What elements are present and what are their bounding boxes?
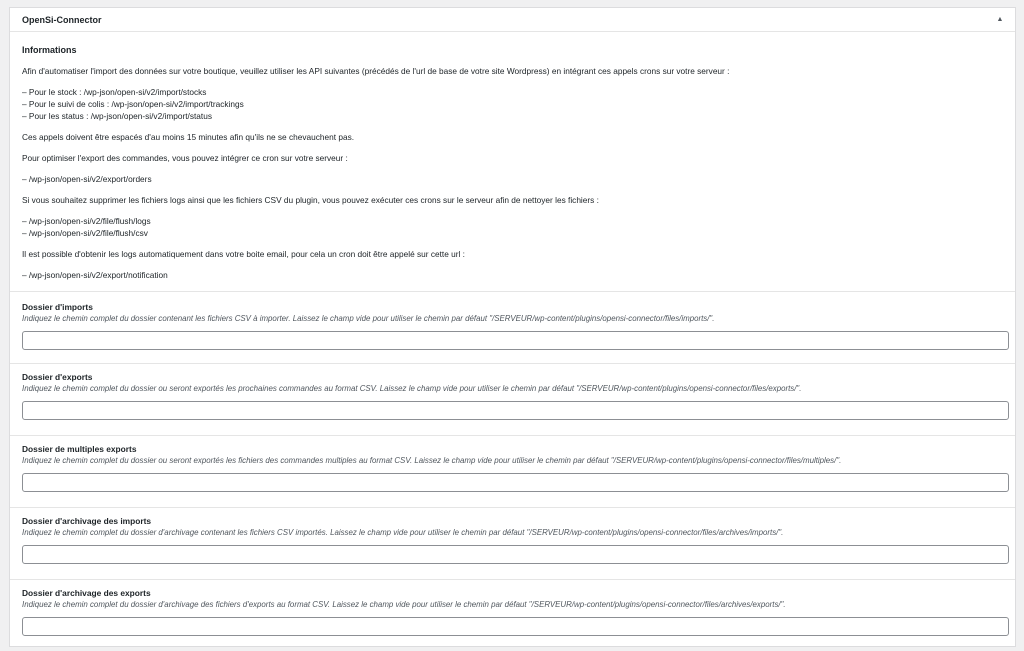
- informations-heading: Informations: [22, 45, 77, 55]
- export-intro: Pour optimiser l'export des commandes, vous pouvez intégrer ce cron sur votre serveur :: [22, 153, 348, 163]
- notification-endpoint: – /wp-json/open-si/v2/export/notification: [22, 270, 168, 280]
- import-endpoint-trackings: – Pour le suivi de colis : /wp-json/open-si/v2/import/trackings: [22, 99, 244, 109]
- exports-archive-folder-description: Indiquez le chemin complet du dossier d'archivage des fichiers d'exports au format CSV. Laissez le champ vide pour utiliser le chemin par défaut "/SERVEUR/wp-content/plugins/opensi-connector/files/archives/exports/".: [22, 600, 786, 609]
- imports-folder-input[interactable]: [22, 331, 1009, 350]
- imports-folder-label: Dossier d'imports: [22, 302, 93, 312]
- opensi-connector-panel: [9, 7, 1016, 647]
- flush-endpoint-logs: – /wp-json/open-si/v2/file/flush/logs: [22, 216, 151, 226]
- informations-section: [10, 32, 1015, 281]
- notification-intro: Il est possible d'obtenir les logs automatiquement dans votre boite email, pour cela un cron doit être appelé sur cette url :: [22, 249, 465, 259]
- exports-archive-folder-section: [10, 579, 1015, 651]
- multiple-exports-folder-description: Indiquez le chemin complet du dossier ou seront exportés les fichiers des commandes multiples au format CSV. Laissez le champ vide pour utiliser le chemin par défaut "/SERVEUR/wp-content/plugins/opensi-connector/files/multiples/".: [22, 456, 842, 465]
- multiple-exports-folder-section: [10, 435, 1015, 507]
- flush-intro: Si vous souhaitez supprimer les fichiers logs ainsi que les fichiers CSV du plugin, vous pouvez exécuter ces crons sur le serveur afin de nettoyer les fichiers :: [22, 195, 599, 205]
- exports-archive-folder-input[interactable]: [22, 617, 1009, 636]
- panel-title: OpenSi-Connector: [22, 14, 102, 25]
- import-endpoint-status: – Pour les status : /wp-json/open-si/v2/import/status: [22, 111, 212, 121]
- exports-archive-folder-label: Dossier d'archivage des exports: [22, 588, 151, 598]
- informations-intro: Afin d'automatiser l'import des données sur votre boutique, veuillez utiliser les API suivantes (précédés de l'url de base de votre site Wordpress) en intégrant ces appels crons sur votre serveur :: [22, 66, 730, 76]
- imports-archive-folder-section: [10, 507, 1015, 579]
- imports-archive-folder-description: Indiquez le chemin complet du dossier d'archivage contenant les fichiers CSV importés. Laissez le champ vide pour utiliser le chemin par défaut "/SERVEUR/wp-content/plugins/opensi-connector/files/archives/imports/".: [22, 528, 784, 537]
- exports-folder-label: Dossier d'exports: [22, 372, 93, 382]
- exports-folder-description: Indiquez le chemin complet du dossier ou seront exportés les prochaines commandes au format CSV. Laissez le champ vide pour utiliser le chemin par défaut "/SERVEUR/wp-content/plugins/opensi-connector/files/exports/".: [22, 384, 802, 393]
- flush-endpoints-list: [22, 215, 1003, 239]
- multiple-exports-folder-label: Dossier de multiples exports: [22, 444, 137, 454]
- imports-folder-description: Indiquez le chemin complet du dossier contenant les fichiers CSV à importer. Laissez le champ vide pour utiliser le chemin par défaut "/SERVEUR/wp-content/plugins/opensi-connector/files/imports/".: [22, 314, 715, 323]
- spacing-note: Ces appels doivent être espacés d'au moins 15 minutes afin qu'ils ne se chevauchent pas.: [22, 132, 355, 142]
- imports-archive-folder-input[interactable]: [22, 545, 1009, 564]
- multiple-exports-folder-input[interactable]: [22, 473, 1009, 492]
- panel-header[interactable]: [10, 8, 1015, 32]
- import-endpoints-list: [22, 86, 1003, 122]
- export-endpoint-orders: – /wp-json/open-si/v2/export/orders: [22, 174, 152, 184]
- imports-archive-folder-label: Dossier d'archivage des imports: [22, 516, 152, 526]
- exports-folder-section: [10, 363, 1015, 435]
- triangle-up-icon[interactable]: ▲: [996, 16, 1004, 23]
- flush-endpoint-csv: – /wp-json/open-si/v2/file/flush/csv: [22, 228, 148, 238]
- import-endpoint-stocks: – Pour le stock : /wp-json/open-si/v2/import/stocks: [22, 87, 207, 97]
- imports-folder-section: [10, 291, 1015, 363]
- exports-folder-input[interactable]: [22, 401, 1009, 420]
